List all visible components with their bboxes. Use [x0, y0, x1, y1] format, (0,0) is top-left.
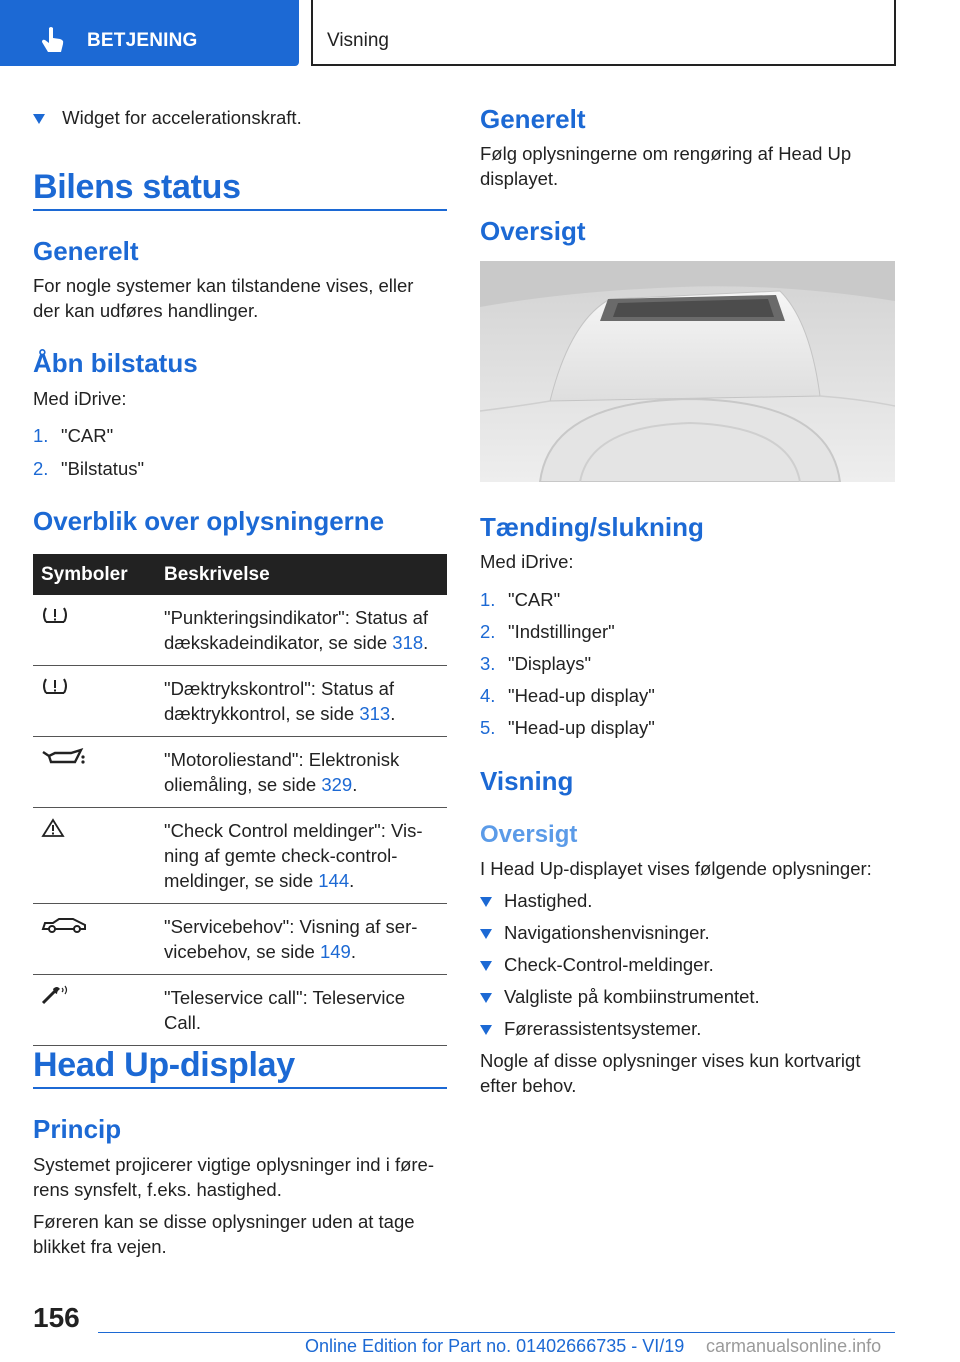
bullet-item: Widget for accelerationskraft. — [33, 105, 302, 130]
list-item: 4. "Head-up display" — [480, 685, 655, 706]
page-link[interactable]: 313 — [359, 703, 391, 724]
list-item: 5. "Head-up display" — [480, 717, 655, 738]
heading-taending: Tænding/slukning — [480, 512, 704, 542]
paragraph-line: displayet. — [480, 168, 559, 189]
section-tab — [0, 0, 299, 66]
bullet-triangle-icon — [480, 1025, 492, 1035]
paragraph-line: I Head Up-displayet vises følgende oplysninger: — [480, 858, 872, 879]
table-row: "Punkteringsindikator": Status af dækskadeindikator, se side 318. — [33, 595, 447, 666]
column-header-description: Beskrivelse — [156, 554, 447, 595]
bullet-triangle-icon — [480, 929, 492, 939]
car-service-icon — [41, 917, 87, 933]
page-number: 156 — [33, 1302, 80, 1333]
head-up-display-photo — [480, 261, 895, 482]
heading-oversigt-sub: Oversigt — [480, 821, 578, 848]
page-link[interactable]: 149 — [319, 941, 351, 962]
list-item: 1. "CAR" — [33, 425, 114, 446]
paragraph-line: Med iDrive: — [480, 551, 574, 572]
symbol-table — [33, 554, 447, 1046]
bullet-item: Førerassistentsystemer. — [480, 1016, 701, 1041]
hand-pointer-icon — [40, 26, 66, 54]
table-header-row — [33, 554, 447, 595]
bullet-triangle-icon — [480, 993, 492, 1003]
page-link[interactable]: 329 — [321, 774, 353, 795]
heading-generelt: Generelt — [33, 236, 139, 266]
wrench-call-icon — [41, 985, 71, 1005]
edition-text: Online Edition for Part no. 01402666735 - VI/19 — [305, 1336, 685, 1356]
table-row: "Check Control meldinger": Vis- ning af gemte check-control- meldinger, se side 144. — [33, 808, 447, 904]
heading-aabn-bilstatus: Åbn bilstatus — [33, 348, 198, 378]
page-link[interactable]: 144 — [318, 870, 350, 891]
list-item: 2. "Indstillinger" — [480, 621, 615, 642]
column-header-symbol: Symboler — [33, 554, 156, 595]
heading-visning: Visning — [480, 766, 574, 796]
tire-warning-icon — [41, 606, 69, 624]
heading-overblik: Overblik over oplysningerne — [33, 506, 385, 536]
bullet-item: Hastighed. — [480, 888, 592, 913]
bullet-triangle-icon — [480, 961, 492, 971]
paragraph-line: Systemet projicerer vigtige oplysninger ind i føre- — [33, 1154, 434, 1175]
oil-can-icon — [41, 748, 85, 766]
list-item: 2. "Bilstatus" — [33, 458, 145, 479]
paragraph-line: Nogle af disse oplysninger vises kun kortvarigt — [480, 1050, 861, 1071]
bullet-item: Valgliste på kombiinstrumentet. — [480, 984, 760, 1009]
heading-generelt: Generelt — [480, 104, 586, 134]
paragraph-line: Føreren kan se disse oplysninger uden at tage — [33, 1211, 415, 1232]
paragraph-line: Med iDrive: — [33, 388, 127, 409]
section-label: BETJENING — [87, 30, 198, 51]
heading-rule — [33, 209, 447, 211]
list-item: 1. "CAR" — [480, 589, 561, 610]
bullet-item: Navigationshenvisninger. — [480, 920, 710, 945]
paragraph-line: der kan udføres handlinger. — [33, 300, 259, 321]
subsection-label: Visning — [327, 30, 389, 51]
table-row: "Servicebehov": Visning af ser- vicebehov, se side 149. — [33, 904, 447, 975]
heading-rule — [33, 1087, 447, 1089]
list-item: 3. "Displays" — [480, 653, 592, 674]
heading-princip: Princip — [33, 1114, 122, 1144]
paragraph-line: rens synsfelt, f.eks. hastighed. — [33, 1179, 282, 1200]
paragraph-line: blikket fra vejen. — [33, 1236, 167, 1257]
table-row: "Motoroliestand": Elektronisk oliemåling, se side 329. — [33, 737, 447, 808]
page-link[interactable]: 318 — [392, 632, 424, 653]
watermark: carmanualsonline.info — [706, 1336, 882, 1356]
paragraph-line: For nogle systemer kan tilstandene vises, eller — [33, 275, 414, 296]
page-header — [0, 0, 960, 66]
heading-head-up-display: Head Up-display — [33, 1046, 295, 1084]
paragraph-line: efter behov. — [480, 1075, 577, 1096]
warning-triangle-icon — [41, 818, 65, 838]
table-row: "Dæktrykskontrol": Status af dæktrykkontrol, se side 313. — [33, 666, 447, 737]
dashboard-image — [480, 261, 895, 482]
paragraph-line: Følg oplysningerne om rengøring af Head Up — [480, 143, 852, 164]
heading-bilens-status: Bilens status — [33, 168, 241, 206]
bullet-item: Check-Control-meldinger. — [480, 952, 714, 977]
table-row: "Teleservice call": Teleservice Call. — [33, 975, 447, 1046]
footer-rule — [98, 1332, 895, 1333]
tire-pressure-icon — [41, 677, 69, 695]
bullet-triangle-icon — [480, 897, 492, 907]
heading-oversigt: Oversigt — [480, 216, 586, 246]
subsection-tab — [311, 0, 896, 66]
bullet-triangle-icon — [33, 114, 45, 124]
